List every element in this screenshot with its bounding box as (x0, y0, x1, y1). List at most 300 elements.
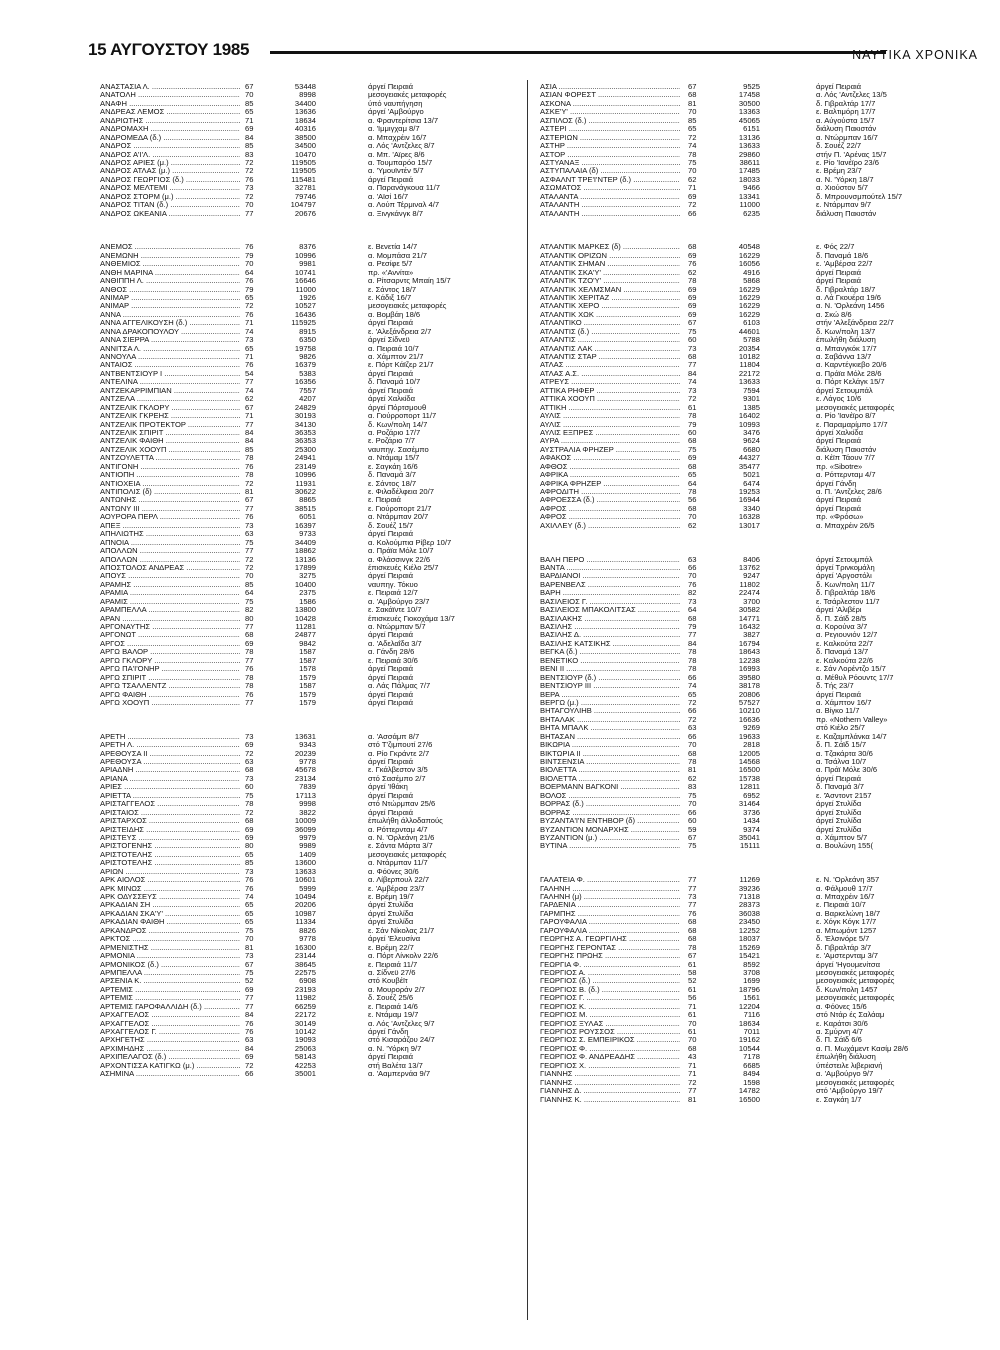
ship-status: έπισκευές Κιέλο 25/7 (368, 562, 439, 572)
ship-status: στό Κουβέϊτ (368, 976, 408, 986)
ship-status: α. Ρίο Γκράντε 2/7 (368, 748, 430, 758)
tonnage: 25063 (294, 1043, 316, 1053)
ship-row (540, 910, 985, 918)
build-year: 69 (688, 292, 697, 302)
ship-status: α. Ρίο 'Ιανέϊρο 8/7 (816, 411, 876, 421)
ship-name: ΑΡΚ ΟΔΥΣΣΕΥΣ ..... (100, 893, 240, 901)
ship-row (540, 994, 985, 1002)
ship-row (540, 800, 985, 808)
ship-name: ΑΡΑΝ ..... (100, 615, 240, 623)
build-year: 74 (688, 681, 697, 691)
ship-status: α. Λός 'Αντζελες 9/7 (368, 1018, 435, 1028)
build-year: 67 (245, 82, 254, 91)
ship-name: ΑΝΔΡΟΣ ΣΤΟΡΜ (μ.) ..... (100, 193, 240, 201)
ship-row (540, 488, 985, 496)
ship-status: μεσογειακές μεταφορές (816, 993, 895, 1003)
ship-name: ΑΡΧΑΓΓΕΛΟΣ Γ. ..... (100, 1028, 240, 1036)
ship-row (540, 370, 985, 378)
build-year: 72 (245, 157, 254, 167)
ship-name: ΓΕΩΡΓΗΣ ΓΕΡΟΝΤΑΣ ..... (540, 944, 680, 952)
ship-status: ε. 'Αλεξάνδρεια 2/7 (368, 326, 432, 336)
ship-status: δ. Παναμά 13/7 (816, 647, 869, 657)
tonnage: 3708 (743, 967, 760, 977)
ship-row (540, 783, 985, 791)
build-year: 77 (245, 208, 254, 218)
ship-row (540, 665, 985, 673)
ship-row (540, 437, 985, 445)
build-year: 71 (688, 1069, 697, 1079)
build-year: 71 (245, 115, 254, 125)
tonnage: 34409 (294, 537, 316, 547)
tonnage: 23134 (294, 773, 316, 783)
ship-name: ΑΝΤΒΕΝΤΣΙΟΥΡ Ι ..... (100, 370, 240, 378)
ship-name: ΑΣΤΗΡ ..... (540, 142, 680, 150)
ship-name: ΓΙΑΝΝΗΣ Δ. ..... (540, 1087, 680, 1095)
ship-status: ε. Βρέμη 19/7 (368, 892, 414, 901)
ship-status: άργεί Τρινκομάλη (816, 562, 875, 572)
build-year: 81 (245, 942, 254, 952)
ship-name: ΑΤΛΑΝΤΙΚΟ ..... (540, 319, 680, 327)
build-year: 79 (245, 250, 254, 260)
tonnage: 9624 (743, 436, 760, 446)
build-year: 85 (245, 579, 254, 589)
ship-name: ΑΡΓΩ ΒΑΛΟΡ ..... (100, 648, 240, 656)
ship-status: α. Τσάλνα 10/7 (816, 757, 867, 766)
ship-status: άργεί Πειραιά (368, 174, 414, 184)
ship-name: ΑΠΕΞ ..... (100, 522, 240, 530)
ship-status: άργεί Γάνδη (816, 478, 857, 488)
build-year: 71 (245, 352, 254, 361)
build-year: 78 (688, 149, 697, 159)
ship-name: ΒΕΝΤΣΙΟΥΡ (δ.) ..... (540, 674, 680, 682)
build-year: 83 (245, 149, 254, 159)
ship-name: ΒΑΝΤΑ ..... (540, 564, 680, 572)
build-year: 68 (688, 917, 697, 927)
ship-name: ΑΝΤΙΠΟΛΙΣ (δ) ..... (100, 488, 240, 496)
build-year: 75 (688, 444, 697, 454)
build-year: 73 (245, 520, 254, 530)
ship-name: ΓΑΛΗΝΗ ..... (540, 885, 680, 893)
ship-name: ΒΕΓΚΑ (δ.) ..... (540, 648, 680, 656)
ship-status: α. Φόϋνες 30/6 (368, 866, 419, 876)
ship-name: ΑΟΥΡΟΡΑ ΠΕΡΛ ..... (100, 513, 240, 521)
ship-row (540, 336, 985, 344)
build-year: 77 (688, 900, 697, 910)
tonnage: 10996 (294, 470, 316, 480)
ship-status: α. Λίβερπουλ 22/7 (368, 875, 430, 885)
build-year: 64 (245, 267, 254, 277)
ship-name: ΑΤΛΑΝΤΙΣ ΛΑΚ ..... (540, 345, 680, 353)
tonnage: 16432 (738, 622, 760, 631)
column-divider (527, 80, 528, 1320)
ship-status: μεσογειακές μεταφορές (368, 301, 447, 311)
ship-status: μεσογειακές μεταφορές (368, 849, 447, 859)
ship-status: άργεί Πειραιά (368, 318, 414, 328)
build-year: 69 (245, 1052, 254, 1062)
tonnage: 16328 (738, 512, 760, 522)
tonnage: 8998 (299, 90, 316, 100)
ship-row (540, 901, 985, 909)
ship-name: ΑΣΤΥΑΝΑΞ ..... (540, 159, 680, 167)
ship-name: ΒΙΚΤΩΡΙΑ ΙΙ ..... (540, 750, 680, 758)
ship-row (540, 564, 985, 572)
ship-row (540, 674, 985, 682)
tonnage: 11000 (295, 284, 316, 294)
build-year: 66 (688, 208, 697, 218)
ship-row (540, 361, 985, 369)
tonnage: 30500 (738, 98, 760, 108)
ship-row (540, 691, 985, 699)
build-year: 60 (688, 427, 697, 437)
tonnage: 31464 (738, 799, 760, 809)
ship-row (540, 421, 985, 429)
ship-name: ΑΡΙΣΤΕΥΣ ..... (100, 834, 240, 842)
ship-row (540, 977, 985, 985)
ship-name: ΒΗΤΑ ΜΠΑΛΚ ..... (540, 724, 680, 732)
ship-name: ΑΡΕΘΟΥΣΑ ΙΙ ..... (100, 750, 240, 758)
tonnage: 25300 (294, 444, 316, 454)
ship-row (540, 918, 985, 926)
ship-status: α. 'Αϊσί 16/7 (368, 191, 409, 201)
ship-name: ΑΝΤΑΙΟΣ ..... (100, 361, 240, 369)
tonnage: 7178 (743, 1052, 760, 1062)
ship-row (540, 404, 985, 412)
build-year: 76 (245, 1027, 254, 1036)
ship-name: ΑΤΑΛΑΝΤΗ ..... (540, 210, 680, 218)
ship-name: ΒΙΟΛΕΤΤΑ ..... (540, 775, 680, 783)
ship-status: α. Ν. 'Ορλεάνη 21/6 (368, 832, 435, 842)
tonnage: 18634 (738, 1018, 760, 1028)
ship-name: ΑΤΛΑΣ ..... (540, 361, 680, 369)
ship-status: δ. Παναμά 18/6 (816, 250, 869, 260)
tonnage: 23193 (294, 984, 316, 994)
ship-status: ε. Πειραιά 30/6 (368, 655, 418, 665)
ship-name: ΑΝΤΩΝΗΣ ..... (100, 496, 240, 504)
build-year: 71 (245, 411, 254, 421)
tonnage: 16500 (738, 765, 760, 775)
build-year: 56 (688, 993, 697, 1003)
build-year: 68 (688, 436, 697, 446)
build-year: 76 (245, 309, 254, 319)
ship-name: ΑΣΦΑΛΝΤ ΤΡΕ'Ι'ΝΤΕΡ (δ.) ..... (540, 176, 680, 184)
ship-status: α. Γιούρροπορτ 11/7 (368, 411, 437, 421)
ship-status: δ. Γιβραλτάρ 17/7 (816, 98, 876, 108)
ship-name: ΓΑΛΗΝΗ (μ) ..... (540, 893, 680, 901)
ship-name: ΑΤΛΑΝΤΙΚ ΤΖΟ'Υ' ..... (540, 277, 680, 285)
ship-status: δ. Π. Σάϊδ 15/7 (816, 740, 867, 750)
tonnage: 9466 (743, 183, 760, 193)
ship-status: α. Μπωμόντ 1257 (816, 925, 877, 935)
ship-name: ΑΧΙΛΛΕΥ (δ.) ..... (540, 522, 680, 530)
ship-name: ΑΡΧΑΓΓΕΛΟΣ ..... (100, 1011, 240, 1019)
ship-status: μεσογειακές μεταφορές (816, 976, 895, 986)
ship-row (540, 648, 985, 656)
ship-status: α. Μομπάσα 21/7 (368, 250, 428, 260)
build-year: 76 (245, 512, 254, 522)
group-spacer (100, 707, 520, 715)
ship-name: ΑΤΤΙΚΑ ΧΟΟΥΠ ..... (540, 395, 680, 403)
build-year: 69 (245, 124, 254, 134)
ship-name: ΑΡΓΟΣ ..... (100, 640, 240, 648)
ship-status: δ. Μπρουνσμπούτελ 15/7 (816, 191, 903, 201)
ship-name: ΑΡΙΣΤΕΙΔΗΣ ..... (100, 826, 240, 834)
ship-name: ΑΡΜΠΕΛΛΑ ..... (100, 969, 240, 977)
ship-status: άργεί Πειραιά (368, 790, 414, 800)
tonnage: 44601 (738, 326, 760, 336)
build-year: 70 (245, 259, 254, 269)
ship-name: ΓΕΩΡΓΙΟΣ Μ. ..... (540, 1011, 680, 1019)
tonnage: 1579 (299, 672, 316, 682)
tonnage: 8494 (743, 1069, 760, 1079)
build-year: 65 (245, 900, 254, 910)
tonnage: 19162 (738, 1035, 760, 1045)
ship-row (540, 83, 985, 91)
tonnage: 6350 (299, 335, 316, 345)
group-spacer (100, 218, 520, 226)
ship-name: ΑΝΤΙΟΧΕΙΑ ..... (100, 480, 240, 488)
ship-status: α. Ρόττερνταμ 4/7 (816, 470, 876, 480)
ship-name: ΑΦΡΟΣ ..... (540, 513, 680, 521)
tonnage: 34130 (294, 419, 316, 429)
ship-name: ΑΤΛΑΝΤΙΚ ΧΕΛΜΣΜΑΝ ..... (540, 286, 680, 294)
tonnage: 16402 (738, 411, 760, 421)
build-year: 76 (245, 360, 254, 370)
ship-status: α. Σαβάννα 13/7 (816, 352, 872, 361)
ship-row (540, 1053, 985, 1061)
tonnage: 6908 (299, 976, 316, 986)
ship-name: ΑΡΕΘΟΥΣΑ ..... (100, 758, 240, 766)
ship-row (540, 108, 985, 116)
ship-status: ύπό ναυπήγηση (368, 98, 423, 108)
ship-status: άργεί 'Αμβούργο (368, 107, 424, 117)
tonnage: 22474 (738, 588, 760, 598)
ship-name: ΑΡΜΟΝΙΑ ..... (100, 952, 240, 960)
ship-name: ΑΝΝΑ ΑΓΓΕΛΙΚΟΥΣΗ (δ.) ..... (100, 319, 240, 327)
ship-status: άργεί Πειραιά (816, 436, 862, 446)
build-year: 72 (245, 807, 254, 817)
ship-status: μεσογειακές μεταφορές (816, 402, 895, 412)
ship-name: ΒΑΡΗ ..... (540, 589, 680, 597)
build-year: 74 (245, 892, 254, 901)
tonnage: 18037 (738, 934, 760, 944)
tonnage: 8865 (299, 495, 316, 505)
ship-status: ε. Παραμαρίμπο 17/7 (816, 419, 888, 429)
build-year: 78 (688, 942, 697, 952)
build-year: 75 (245, 790, 254, 800)
tonnage: 19093 (294, 1035, 316, 1045)
ship-name: ΑΡΙΣΤΟΤΕΛΗΣ ..... (100, 859, 240, 867)
ship-status: α. Λός 'Αντζελες 8/7 (368, 141, 435, 151)
tonnage: 9343 (299, 740, 316, 750)
ship-row (540, 167, 985, 175)
tonnage: 20354 (738, 343, 760, 353)
ship-status: α. Λάς Πάλμας 7/7 (368, 681, 431, 691)
build-year: 83 (688, 782, 697, 792)
ship-name: ΑΡΙΣΤΑΙΟΣ ..... (100, 809, 240, 817)
header-rule (270, 51, 886, 54)
build-year: 52 (245, 976, 254, 986)
ship-name: ΑΝΑΣΤΑΣΙΑ Λ. ..... (100, 83, 240, 91)
build-year: 84 (245, 427, 254, 437)
tonnage: 10182 (738, 352, 760, 361)
ship-row (540, 775, 985, 783)
tonnage: 13633 (738, 377, 760, 387)
tonnage: 7839 (299, 782, 316, 792)
ship-row (540, 826, 985, 834)
ship-row (540, 353, 985, 361)
tonnage: 3340 (743, 503, 760, 513)
tonnage: 16056 (738, 259, 760, 269)
build-year: 75 (245, 596, 254, 606)
ship-name: ΒΑΛΗ ΠΕΡΟ ..... (540, 556, 680, 564)
ship-name: ΑΝΔΡΟΣ ΑΡΙΕΣ (μ.) ..... (100, 159, 240, 167)
ship-status: α. Βομβάη 18/6 (368, 309, 421, 319)
build-year: 78 (688, 411, 697, 421)
build-year: 73 (688, 596, 697, 606)
tonnage: 35001 (294, 1069, 316, 1079)
build-year: 67 (688, 832, 697, 842)
ship-row (540, 893, 985, 901)
tonnage: 3275 (299, 571, 316, 581)
ship-status: ε. Λάγος 10/6 (816, 394, 862, 404)
issue-date: 15 ΑΥΓΟΥΣΤΟΥ 1985 (88, 40, 250, 59)
build-year: 68 (688, 934, 697, 944)
tonnage: 1409 (299, 849, 316, 859)
tonnage: 20206 (294, 900, 316, 910)
ship-status: α. Παρανάγκουα 11/7 (368, 183, 440, 193)
tonnage: 10470 (294, 149, 316, 159)
ship-name: ΑΝΝΟΥΛΑ ..... (100, 353, 240, 361)
ship-status: άργεί 'Αργοστόλι (816, 571, 872, 581)
ship-name: ΑΝΕΜΟΣ ..... (100, 243, 240, 251)
ship-name: ΑΝΔΡΟΜΕΔΑ (δ.) ..... (100, 134, 240, 142)
ship-name: ΒΟΛΟΣ ..... (540, 792, 680, 800)
ship-status: μεσογειακές μεταφορές (368, 90, 447, 100)
ship-name: ΑΝΔΡΕΑΣ ΛΕΜΟΣ ..... (100, 108, 240, 116)
build-year: 68 (688, 461, 697, 471)
ship-name: ΑΝΝΑ ΣΙΕΡΡΑ ..... (100, 336, 240, 344)
ship-status: α. 'Ασσάμπ 8/7 (368, 731, 420, 741)
ship-name: ΑΥΛΙΣ ΕΞΠΡΕΣ ..... (540, 429, 680, 437)
ship-status: α. Φραντερίτσια 13/7 (368, 115, 439, 125)
ship-status: α. Μουροράν 2/7 (368, 984, 426, 994)
build-year: 69 (688, 250, 697, 260)
tonnage: 36038 (738, 908, 760, 918)
ship-status: άργεί 'Ηγουμενίτσα (816, 959, 881, 969)
tonnage: 3736 (743, 807, 760, 817)
tonnage: 30149 (294, 1018, 316, 1028)
tonnage: 16636 (738, 714, 760, 724)
tonnage: 23450 (738, 917, 760, 927)
ship-name: ΒΗΤΑΛΑΚ ..... (540, 716, 680, 724)
ship-row (540, 201, 985, 209)
ship-name: ΒΙΚΩΡΙΑ ..... (540, 741, 680, 749)
ship-name: ΒΑΡΔΙΑΝΟΙ ..... (540, 572, 680, 580)
tonnage: 10428 (294, 613, 316, 623)
tonnage: 15111 (740, 841, 760, 851)
ship-name: ΑΡΑΜΙΣ ..... (100, 598, 240, 606)
ship-row (540, 986, 985, 994)
ship-row (540, 496, 985, 504)
build-year: 77 (245, 1001, 254, 1011)
build-year: 65 (245, 908, 254, 918)
ship-status: ε. Πειραιά 12/7 (368, 588, 418, 598)
build-year: 76 (245, 242, 254, 252)
right-column (540, 83, 985, 1104)
ship-name: ΒΕΡΑ ..... (540, 691, 680, 699)
ship-status: α. Πειραιά 10/7 (368, 343, 419, 353)
build-year: 72 (245, 748, 254, 758)
ship-row (540, 623, 985, 631)
ship-name: ΑΡΓΟΝΑΥΤΗΣ ..... (100, 623, 240, 631)
build-year: 68 (245, 765, 254, 775)
ship-name: ΑΠΟΛΛΩΝ ..... (100, 556, 240, 564)
ship-status: άργεί Πειραιά (816, 276, 862, 286)
ship-status: α. Σίδνεϋ 27/6 (368, 967, 416, 977)
ship-status: δ. Σουέζ 15/7 (368, 520, 414, 530)
ship-name: ΒΕΝΕΤΙΚΟ ..... (540, 657, 680, 665)
tonnage: 11334 (295, 917, 316, 927)
ship-name: ΑΤΛΑΝΤΙΣ (δ.) ..... (540, 328, 680, 336)
ship-name: ΓΑΡΔΕΝΙΑ ..... (540, 901, 680, 909)
tonnage: 12238 (738, 655, 760, 665)
ship-status: δ. Παναμά 3/7 (368, 470, 416, 480)
build-year: 67 (688, 318, 697, 328)
tonnage: 13136 (738, 132, 760, 142)
tonnage: 9842 (299, 638, 316, 648)
ship-status: α. 'Υμουϊντέν 5/7 (368, 166, 424, 176)
tonnage: 12005 (738, 748, 760, 758)
tonnage: 6685 (743, 1060, 760, 1070)
ship-name: ΑΝΔΡΟΣ ΜΕΛΤΕΜΙ ..... (100, 184, 240, 192)
group-spacer (540, 868, 985, 876)
publication-title: ΝΑΥΤΙΚΑ ΧΡΟΝΙΚΑ (852, 48, 978, 62)
group-spacer (540, 235, 985, 243)
tonnage: 10400 (294, 579, 316, 589)
build-year: 78 (245, 681, 254, 691)
build-year: 77 (688, 630, 697, 640)
ship-name: ΑΤΤΙΚΗ ..... (540, 404, 680, 412)
build-year: 70 (245, 571, 254, 581)
ship-status: δ. Γιβραλτάρ 18/6 (816, 588, 876, 598)
tonnage: 24829 (294, 402, 316, 412)
ship-status: α. Ντάρμπαν 20/7 (368, 512, 429, 522)
tonnage: 19758 (294, 343, 316, 353)
tonnage: 10210 (738, 706, 760, 716)
tonnage: 8406 (743, 554, 760, 564)
ship-status: α. 'Αμβούργο 23/7 (368, 596, 430, 606)
ship-name: ΑΡΧΙΜΗΔΗΣ ..... (100, 1045, 240, 1053)
ship-status: α. Μπ. 'Αϊρες 8/6 (368, 149, 425, 159)
ship-name: ΒΑΡΕΝΒΕΛΣ ..... (540, 581, 680, 589)
build-year: 78 (245, 799, 254, 809)
build-year: 85 (245, 444, 254, 454)
ship-row (540, 412, 985, 420)
tonnage: 3700 (743, 596, 760, 606)
tonnage: 45678 (294, 765, 316, 775)
build-year: 70 (688, 1035, 697, 1045)
build-year: 77 (245, 622, 254, 631)
ship-name: ΑΡΙΣΤΟΤΕΛΗΣ ..... (100, 851, 240, 859)
ship-row (540, 682, 985, 690)
ship-status: ε. Σάντα Μάρτα 3/7 (368, 841, 433, 851)
tonnage: 34400 (294, 98, 316, 108)
ship-status: στό Τ'ζιμπουτί 27/6 (368, 740, 433, 750)
build-year: 74 (245, 385, 254, 395)
ship-row (540, 184, 985, 192)
tonnage: 13633 (738, 141, 760, 151)
ship-name: ΑΡΧΗΓΕΤΗΣ ..... (100, 1036, 240, 1044)
